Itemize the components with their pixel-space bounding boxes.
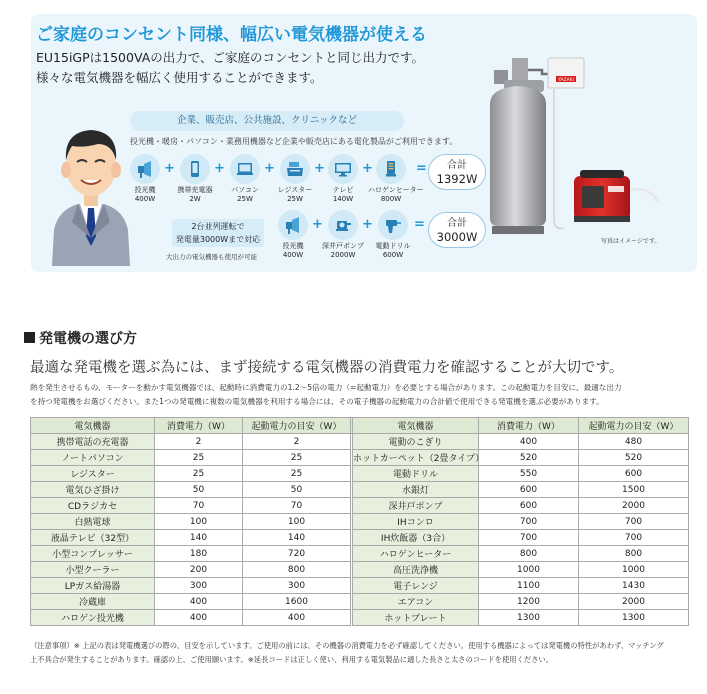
- device-name-cell: 電気ひざ掛け: [31, 482, 155, 498]
- device-name-cell: 小型クーラー: [31, 562, 155, 578]
- device-name: 電動ドリル: [375, 242, 411, 250]
- equals-sign: =: [414, 217, 425, 232]
- starting-power-cell: 140: [243, 530, 351, 546]
- starting-power-cell: 300: [243, 578, 351, 594]
- power-cell: 2: [155, 434, 243, 450]
- businessman-illustration: [50, 118, 132, 266]
- power-cell: 1200: [479, 594, 579, 610]
- device-name-cell: LPガス給湯器: [31, 578, 155, 594]
- business-usage-note: 投光機・暖房・パソコン・業務用機器など企業や販売店にある電化製品がご利用できます。: [130, 137, 458, 146]
- section-explanation: [30, 381, 690, 409]
- photo-caption: 写真はイメージです。: [601, 238, 661, 245]
- table-row: [31, 498, 689, 514]
- column-header: 起動電力の目安（W）: [579, 418, 689, 434]
- square-bullet-icon: [24, 332, 35, 343]
- starting-power-cell: 2: [243, 434, 351, 450]
- total-value: 1392W: [436, 172, 478, 186]
- table-row: [31, 450, 689, 466]
- power-cell: 1000: [479, 562, 579, 578]
- device-name: パソコン: [231, 186, 259, 194]
- device-power: 2W: [189, 195, 201, 203]
- equals-sign: =: [416, 161, 427, 176]
- table-row: [31, 578, 689, 594]
- computer-icon: [230, 154, 260, 184]
- power-cell: 1100: [479, 578, 579, 594]
- hero-description-line1: EU15iGPは1500VAの出力で、ご家庭のコンセントと同じ出力です。: [36, 50, 425, 65]
- plus-sign: +: [314, 161, 325, 176]
- floodlight-icon: [278, 210, 308, 240]
- starting-power-cell: 600: [579, 466, 689, 482]
- column-header: 消費電力（W）: [155, 418, 243, 434]
- starting-power-cell: 2000: [579, 594, 689, 610]
- device-phone-charger: [172, 154, 218, 204]
- device-name-cell: IHコンロ: [353, 514, 479, 530]
- parallel-operation-box: [172, 219, 264, 247]
- device-power: 400W: [134, 195, 156, 203]
- caution-notes: [30, 639, 690, 667]
- power-cell: 25: [155, 450, 243, 466]
- device-electric-drill: [370, 210, 416, 260]
- starting-power-cell: 800: [243, 562, 351, 578]
- plus-sign: +: [362, 161, 373, 176]
- hero-headline: ご家庭のコンセント同様、幅広い電気機器が使える: [36, 25, 427, 45]
- section-title: [24, 328, 137, 348]
- table-header-row: [31, 418, 689, 434]
- power-cell: 800: [479, 546, 579, 562]
- starting-power-cell: 700: [579, 514, 689, 530]
- power-cell: 550: [479, 466, 579, 482]
- device-name-cell: 冷蔵庫: [31, 594, 155, 610]
- device-name-cell: 水銀灯: [353, 482, 479, 498]
- table-row: [31, 466, 689, 482]
- device-power: 25W: [287, 195, 303, 203]
- device-name-cell: 電子レンジ: [353, 578, 479, 594]
- device-floodlight: [122, 154, 168, 204]
- starting-power-cell: 1300: [579, 610, 689, 626]
- power-cell: 70: [155, 498, 243, 514]
- starting-power-cell: 1600: [243, 594, 351, 610]
- table-row: [31, 530, 689, 546]
- device-name-cell: 白熱電球: [31, 514, 155, 530]
- explanation-line1: 熱を発生させるもの、モーターを動かす電気機器では、起動時に消費電力の1.2～5倍の電力（=起動電力）を必要とする場合があります。この起動電力を目安に、最適な出力: [30, 383, 622, 392]
- device-name-cell: 高圧洗浄機: [353, 562, 479, 578]
- power-cell: 400: [479, 434, 579, 450]
- column-header: 電気機器: [353, 418, 479, 434]
- column-header: 起動電力の目安（W）: [243, 418, 351, 434]
- power-cell: 520: [479, 450, 579, 466]
- power-cell: 600: [479, 498, 579, 514]
- device-name: テレビ: [332, 186, 354, 194]
- device-name-cell: 電動のこぎり: [353, 434, 479, 450]
- device-name-cell: 小型コンプレッサー: [31, 546, 155, 562]
- starting-power-cell: 1500: [579, 482, 689, 498]
- column-header: 電気機器: [31, 418, 155, 434]
- power-cell: 1300: [479, 610, 579, 626]
- starting-power-cell: 70: [243, 498, 351, 514]
- device-name-cell: ハロゲン投光機: [31, 610, 155, 626]
- starting-power-cell: 50: [243, 482, 351, 498]
- device-name: ハロゲンヒーター: [368, 186, 424, 194]
- device-name-cell: ノートパソコン: [31, 450, 155, 466]
- starting-power-cell: 25: [243, 466, 351, 482]
- table-row: [31, 610, 689, 626]
- explanation-line2: を持つ発電機をお選びください。また1つの発電機に複数の電気機器を利用する場合には、その電子機器の起動電力の合計値で使用できる発電機を選ぶ必要があります。: [30, 397, 604, 406]
- phone-charger-icon: [180, 154, 210, 184]
- starting-power-cell: 800: [579, 546, 689, 562]
- device-power: 140W: [332, 195, 354, 203]
- starting-power-cell: 720: [243, 546, 351, 562]
- business-target-pill: 企業、販売店、公共施設、クリニックなど: [130, 111, 404, 131]
- high-output-note: 大出力の電気機器も使用が可能: [166, 253, 257, 261]
- device-name-cell: ホットプレート: [353, 610, 479, 626]
- power-cell: 700: [479, 530, 579, 546]
- starting-power-cell: 25: [243, 450, 351, 466]
- starting-power-cell: 480: [579, 434, 689, 450]
- device-name-cell: ホットカーペット（2畳タイプ）: [353, 450, 479, 466]
- notes-line1: （注意事項）※ 上記の表は発電機選びの際の、目安を示しています。ご使用の前には、その機器の消費電力を必ず確認してください。使用する機器によっては発電機の特性があわず、マッチング: [30, 641, 664, 650]
- parallel-line1: 2台並列運転で: [191, 222, 245, 231]
- plus-sign: +: [214, 161, 225, 176]
- plus-sign: +: [312, 217, 323, 232]
- table-row: [31, 594, 689, 610]
- starting-power-cell: 2000: [579, 498, 689, 514]
- device-tv: [320, 154, 366, 204]
- table-row: [31, 546, 689, 562]
- tv-icon: [328, 154, 358, 184]
- drill-icon: [378, 210, 408, 240]
- starting-power-cell: 100: [243, 514, 351, 530]
- plus-sign: +: [164, 161, 175, 176]
- power-cell: 25: [155, 466, 243, 482]
- device-name: 携帯充電器: [177, 186, 213, 194]
- device-power: 2000W: [330, 251, 356, 259]
- device-name: レジスター: [277, 186, 313, 194]
- gas-cylinder-generator-illustration: [478, 40, 688, 240]
- power-cell: 700: [479, 514, 579, 530]
- starting-power-cell: 700: [579, 530, 689, 546]
- device-name: 深井戸ポンプ: [322, 242, 364, 250]
- power-cell: 600: [479, 482, 579, 498]
- device-power: 400W: [282, 251, 304, 259]
- device-floodlight-2: [270, 210, 316, 260]
- device-deep-well-pump: [320, 210, 366, 260]
- table-row: [31, 434, 689, 450]
- table-row: [31, 562, 689, 578]
- device-computer: [222, 154, 268, 204]
- device-name-cell: 電動ドリル: [353, 466, 479, 482]
- device-name-cell: レジスター: [31, 466, 155, 482]
- power-cell: 50: [155, 482, 243, 498]
- device-power: 800W: [380, 195, 402, 203]
- register-icon: [280, 154, 310, 184]
- power-cell: 400: [155, 594, 243, 610]
- power-cell: 100: [155, 514, 243, 530]
- power-cell: 140: [155, 530, 243, 546]
- starting-power-cell: 1430: [579, 578, 689, 594]
- total-label: 合計: [447, 160, 467, 171]
- starting-power-cell: 400: [243, 610, 351, 626]
- device-name: 投光機: [282, 242, 304, 250]
- power-cell: 180: [155, 546, 243, 562]
- plus-sign: +: [264, 161, 275, 176]
- notes-line2: 上不具合が発生することがあります。確認の上、ご使用願います。※延長コードは正しく使い、利用する電気製品に適した長さと太さのコードを使用ください。: [30, 655, 554, 664]
- device-name: 投光機: [134, 186, 156, 194]
- plus-sign: +: [362, 217, 373, 232]
- hero-description-line2: 様々な電気機器を幅広く使用することができます。: [36, 70, 323, 85]
- brand-mark: YAZAKI: [558, 78, 574, 83]
- heater-icon: [376, 154, 406, 184]
- section-title-text: 発電機の選び方: [39, 331, 137, 347]
- device-name-cell: ハロゲンヒーター: [353, 546, 479, 562]
- parallel-line2: 発電量3000Wまで対応: [175, 235, 261, 244]
- power-consumption-table: [30, 417, 689, 626]
- total-value: 3000W: [436, 230, 478, 244]
- device-halogen-heater: [368, 154, 424, 204]
- starting-power-cell: 520: [579, 450, 689, 466]
- device-name-cell: 深井戸ポンプ: [353, 498, 479, 514]
- floodlight-icon: [130, 154, 160, 184]
- device-name-cell: CDラジカセ: [31, 498, 155, 514]
- section-lead: 最適な発電機を選ぶ為には、まず接続する電気機器の消費電力を確認することが大切です。: [30, 360, 624, 376]
- table-row: [31, 482, 689, 498]
- device-power: 600W: [382, 251, 404, 259]
- starting-power-cell: 1000: [579, 562, 689, 578]
- device-name-cell: 液晶テレビ（32型）: [31, 530, 155, 546]
- power-cell: 300: [155, 578, 243, 594]
- power-cell: 200: [155, 562, 243, 578]
- column-header: 消費電力（W）: [479, 418, 579, 434]
- device-name-cell: エアコン: [353, 594, 479, 610]
- pump-icon: [328, 210, 358, 240]
- device-name-cell: 携帯電話の充電器: [31, 434, 155, 450]
- table-row: [31, 514, 689, 530]
- power-cell: 400: [155, 610, 243, 626]
- device-register: [272, 154, 318, 204]
- device-name-cell: IH炊飯器（3合）: [353, 530, 479, 546]
- total-label: 合計: [447, 218, 467, 229]
- device-power: 25W: [237, 195, 253, 203]
